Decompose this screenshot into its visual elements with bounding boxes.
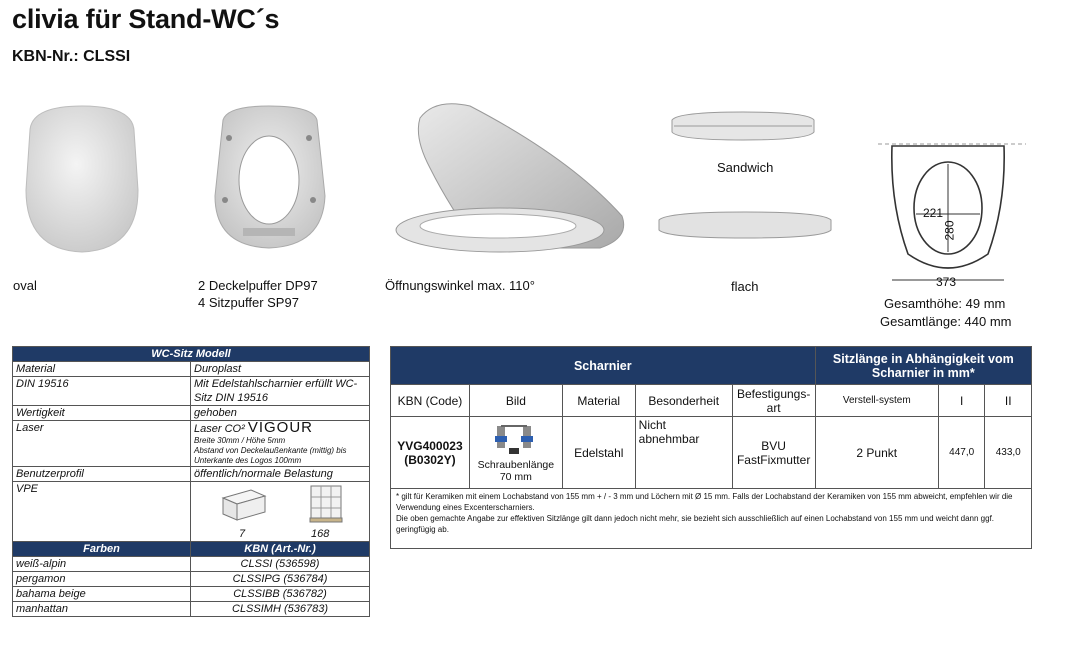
seat-flach-image (655, 208, 835, 240)
bild-caption: Schraubenlänge 70 mm (477, 459, 555, 483)
footnote: * gilt für Keramiken mit einem Lochabstand von 155 mm + / - 3 mm und Löchern mit Ø 15 mm. Falls der Lochabstand der Keramiken von 155 mm abweicht, empfehlen wir die Verwendung eines Excenterscharniers. (396, 492, 1013, 512)
vigour-logo: VIGOUR (247, 419, 313, 436)
laser-note-2: Abstand von Deckelaußenkante (mittig) bis Unterkante des Logos 100mm (194, 446, 347, 465)
laser-note-1: Breite 30mm / Höhe 5mm (194, 436, 286, 445)
caption-puffer-2: 4 Sitzpuffer SP97 (198, 295, 299, 310)
hinge-table: Scharnier Sitzlänge in Abhängigkeit vom Scharnier in mm* KBN (Code) Bild Material Besonderheit Befestigungs-art Verstell-system I II YVG400023 (B0302Y) Schraubenlänge 70 mm Edelstahl Nicht abnehmbar BVU FastFixmutter 2 Punkt 447,0 433,0 * gilt für Keramiken mit einem Lochabstand von 155 mm + / - 3 mm und Löchern mit Ø 15 mm. Falls der Lochabstand der Keramiken von 155 mm abweicht, empfehlen wir die Verwendung eines Excenterscharniers. Die oben gemachte Angabe zur effektiven Sitzlänge gilt dann jedoch nicht mehr, sie bezieht sich ausschließlich auf einen Lochabstand von 155 mm und weicht dann ggf. geringfügig ab. (390, 346, 1032, 549)
pallet-icon (309, 484, 343, 524)
hinge-code: YVG400023 (397, 438, 463, 453)
hinge-code-2: (B0302Y) (404, 452, 456, 467)
table-row: bahama beige CLSSIBB (536782) (13, 587, 370, 602)
table-row: weiß-alpin CLSSI (536598) (13, 557, 370, 572)
gesamtlaenge: Gesamtlänge: 440 mm (880, 314, 1012, 329)
seat-open-image (390, 98, 635, 258)
hinge-icon (491, 422, 541, 456)
model-table (12, 346, 370, 617)
table-row: DIN 19516 Mit Edelstahlscharnier erfüllt WC-Sitz DIN 19516 (13, 377, 370, 406)
table-row: Laser Laser CO² VIGOUR Breite 30mm / Höhe 5mm Abstand von Deckelaußenkante (mittig) bis Unterkante des Logos 100mm (13, 421, 370, 467)
seat-sandwich-image (668, 110, 818, 142)
table-row: VPE 7 168 (13, 482, 370, 542)
dim-total: 373 (936, 275, 957, 289)
dimension-drawing (878, 104, 1028, 294)
kbn-header: KBN (Art.-Nr.) (191, 542, 370, 557)
caption-sandwich: Sandwich (717, 160, 774, 175)
footnote-2: Die oben gemachte Angabe zur effektiven Sitzlänge gilt dann jedoch nicht mehr, sie bezieht sich ausschließlich auf einen Lochabstand von 155 mm und weicht dann ggf. geringfügig ab. (396, 514, 995, 534)
vpe-qty-1: 7 (239, 528, 246, 540)
table-row: Benutzerprofil öffentlich/normale Belastung (13, 467, 370, 482)
scharnier-header: Scharnier (391, 347, 816, 385)
carton-icon (221, 486, 267, 522)
table-row: manhattan CLSSIMH (536783) (13, 602, 370, 617)
table-row: pergamon CLSSIPG (536784) (13, 572, 370, 587)
table-row: YVG400023 (B0302Y) Schraubenlänge 70 mm Edelstahl Nicht abnehmbar BVU FastFixmutter 2 Punkt 447,0 433,0 (391, 417, 1032, 489)
caption-puffer-1: 2 Deckelpuffer DP97 (198, 278, 318, 293)
seat-oval-image (20, 100, 145, 260)
caption-oval: oval (13, 278, 37, 293)
model-table-header: WC-Sitz Modell (13, 347, 370, 362)
caption-flach: flach (731, 279, 759, 294)
page-title: clivia für Stand-WC´s (12, 4, 280, 34)
dim-width: 221 (923, 206, 944, 220)
caption-winkel: Öffnungswinkel max. 110° (385, 278, 535, 293)
seat-underside-image (205, 100, 335, 250)
gesamthoehe: Gesamthöhe: 49 mm (884, 296, 1006, 311)
sitzlaenge-header: Sitzlänge in Abhängigkeit vom Scharnier in mm* (815, 347, 1031, 385)
kbn-number: KBN-Nr.: CLSSI (12, 48, 131, 65)
table-row: Material Duroplast (13, 362, 370, 377)
colors-header: Farben (13, 542, 191, 557)
laser-value: Laser CO² (194, 423, 245, 435)
vpe-qty-2: 168 (311, 528, 330, 540)
table-row: Wertigkeit gehoben (13, 406, 370, 421)
dim-height: 280 (942, 220, 957, 241)
